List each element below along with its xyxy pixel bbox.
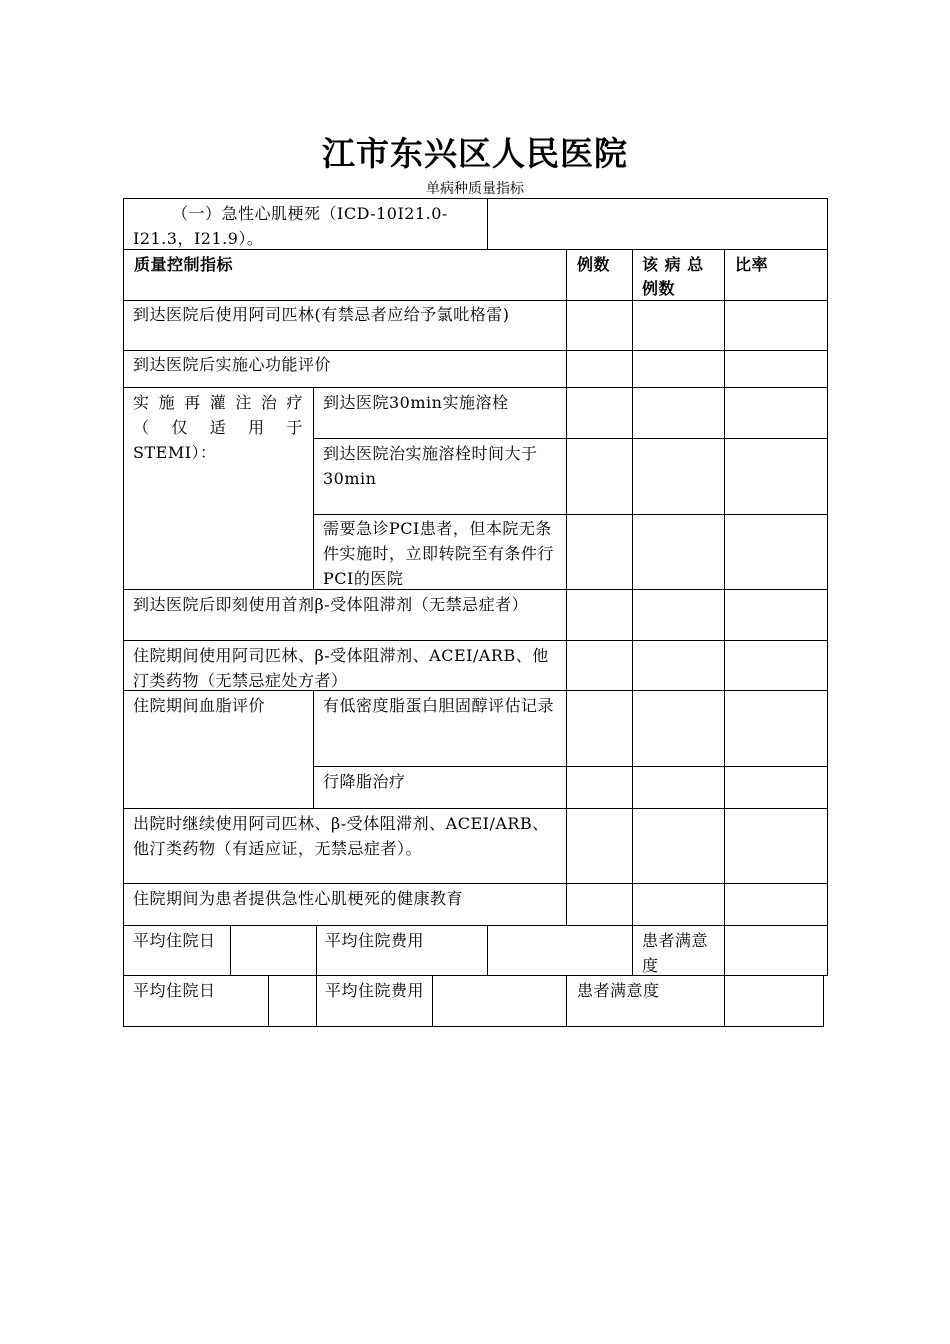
header-total-line1: 该 病 总	[642, 255, 704, 274]
section-heading-line1: （一）急性心肌梗死（ICD-10I21.0-	[172, 204, 448, 223]
table-rule	[313, 766, 828, 767]
row-cardiac-eval: 到达医院后实施心功能评价	[133, 355, 332, 374]
table-col-divider	[313, 690, 314, 809]
table-rule	[123, 640, 828, 641]
table-rule	[123, 883, 828, 884]
table-rule	[123, 975, 828, 976]
reperfusion-sub3: 需要急诊PCI患者，但本院无条件实施时，立即转院至有条件行PCI的医院	[323, 519, 555, 588]
table-rule	[123, 300, 828, 301]
lipid-label: 住院期间血脂评价	[133, 696, 266, 715]
header-total-line2: 例数	[642, 279, 676, 298]
header-cases: 例数	[577, 255, 611, 274]
section-heading-line2: I21.3，I21.9）。	[133, 229, 264, 248]
table-col-divider	[487, 925, 488, 976]
document-subtitle: 单病种质量指标	[426, 181, 524, 197]
reperfusion-label-line1: 实 施 再 灌 注 治 疗	[133, 393, 303, 412]
row-inpatient-meds: 住院期间使用阿司匹林、β-受体阻滞剂、ACEI/ARB、他汀类药物（无禁忌症处方者）	[133, 646, 549, 690]
table-rule	[123, 925, 828, 926]
document-title: 江市东兴区人民医院	[322, 134, 628, 173]
table-rule	[313, 514, 828, 515]
footer2-satisfaction: 患者满意度	[577, 981, 660, 1000]
table-border-right-lower	[823, 975, 824, 1027]
table-border-left	[123, 198, 124, 1027]
reperfusion-label-line3: STEMI）：	[133, 443, 217, 462]
lipid-sub1: 有低密度脂蛋白胆固醇评估记录	[323, 696, 555, 715]
table-rule	[123, 350, 828, 351]
table-col-divider	[316, 925, 317, 976]
header-indicator: 质量控制指标	[134, 255, 234, 274]
footer1-satisfaction: 患者满意度	[642, 931, 709, 975]
lipid-sub2: 行降脂治疗	[323, 772, 406, 791]
table-col-divider	[724, 249, 725, 1027]
table-col-divider	[230, 925, 231, 976]
row-beta-blocker: 到达医院后即刻使用首剂β-受体阻滞剂（无禁忌症者）	[133, 595, 529, 614]
table-border-right	[827, 198, 828, 976]
table-col-divider	[268, 975, 269, 1027]
table-col-divider	[632, 925, 633, 976]
footer2-avg-cost: 平均住院费用	[325, 981, 425, 1000]
table-rule	[123, 808, 828, 809]
reperfusion-label-line2: （ 仅 适 用 于	[133, 418, 303, 437]
footer1-avg-stay: 平均住院日	[133, 931, 216, 950]
table-border-top	[123, 198, 828, 199]
reperfusion-sub1: 到达医院30min实施溶栓	[323, 393, 509, 412]
table-col-divider	[566, 249, 567, 926]
footer2-avg-stay: 平均住院日	[133, 981, 216, 1000]
header-ratio: 比率	[735, 255, 769, 274]
table-col-divider	[487, 198, 488, 250]
row-discharge-meds: 出院时继续使用阿司匹林、β-受体阻滞剂、ACEI/ARB、他汀类药物（有适应证，无禁忌症者）。	[133, 814, 549, 858]
table-rule	[123, 387, 828, 388]
table-border-bottom	[123, 1026, 824, 1027]
reperfusion-sub2: 到达医院治实施溶栓时间大于30min	[323, 444, 538, 488]
footer1-avg-cost: 平均住院费用	[325, 931, 425, 950]
row-aspirin: 到达医院后使用阿司匹林(有禁忌者应给予氯吡格雷)	[133, 305, 510, 324]
table-col-divider	[632, 249, 633, 926]
row-health-edu: 住院期间为患者提供急性心肌梗死的健康教育	[133, 889, 464, 908]
table-col-divider	[316, 975, 317, 1027]
table-col-divider	[432, 975, 433, 1027]
table-col-divider	[566, 975, 567, 1027]
table-rule	[313, 438, 828, 439]
table-col-divider	[313, 387, 314, 590]
